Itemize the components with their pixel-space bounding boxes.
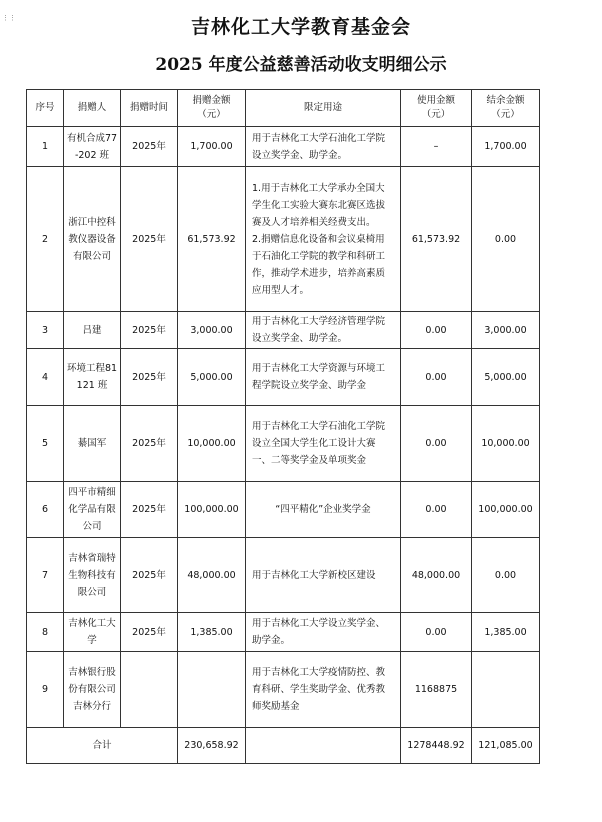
cell-amount: 61,573.92 (178, 167, 246, 312)
table-row (27, 482, 540, 538)
table-row (27, 406, 540, 482)
cell-purpose (246, 482, 401, 538)
cell-used: – (401, 127, 472, 167)
cell-donor: 浙江中控科教仪器设备有限公司 (64, 167, 121, 312)
cell-seq: 1 (27, 127, 64, 167)
move-handle-icon[interactable]: ⋮⋮ (2, 14, 16, 22)
cell-amount: 1,700.00 (178, 127, 246, 167)
header-balance-line2: （元） (491, 109, 520, 120)
total-balance: 121,085.00 (472, 728, 540, 764)
cell-amount: 100,000.00 (178, 482, 246, 538)
cell-time: 2025年 (121, 349, 178, 406)
table-row (27, 167, 540, 312)
cell-balance: 0.00 (472, 538, 540, 613)
cell-used: 0.00 (401, 613, 472, 652)
document-subtitle: 2025 年度公益慈善活动收支明细公示 (155, 55, 447, 75)
cell-donor: 有机合成77-202 班 (64, 127, 121, 167)
total-label: 合计 (27, 728, 178, 764)
cell-used: 1168875 (401, 652, 472, 728)
cell-purpose (246, 406, 401, 482)
cell-time: 2025年 (121, 538, 178, 613)
cell-donor: 四平市精细化学品有限公司 (64, 482, 121, 538)
cell-amount: 10,000.00 (178, 406, 246, 482)
table-row (27, 538, 540, 613)
cell-purpose (246, 349, 401, 406)
cell-time: 2025年 (121, 613, 178, 652)
cell-purpose (246, 127, 401, 167)
purpose-text: 用于吉林化工大学疫情防控、教育科研、学生奖助学金、优秀教师奖励基金 (252, 667, 386, 712)
cell-purpose (246, 538, 401, 613)
cell-balance: 1,700.00 (472, 127, 540, 167)
ledger-table (26, 89, 540, 764)
cell-used: 0.00 (401, 406, 472, 482)
header-amount-line2: （元） (197, 109, 226, 120)
cell-seq: 8 (27, 613, 64, 652)
total-used: 1278448.92 (401, 728, 472, 764)
cell-time: 2025年 (121, 167, 178, 312)
cell-amount (178, 652, 246, 728)
total-amount: 230,658.92 (178, 728, 246, 764)
table-row (27, 312, 540, 349)
table-row (27, 127, 540, 167)
cell-time (121, 652, 178, 728)
header-time: 捐赠时间 (121, 90, 178, 127)
cell-time: 2025年 (121, 312, 178, 349)
purpose-text: “四平精化”企业奖学金 (275, 504, 371, 515)
header-amount (178, 90, 246, 127)
cell-donor: 綦国军 (64, 406, 121, 482)
header-used-line1: 使用金额 (416, 95, 455, 106)
table-row (27, 652, 540, 728)
cell-time: 2025年 (121, 482, 178, 538)
cell-donor: 环境工程81121 班 (64, 349, 121, 406)
purpose-text: 用于吉林化工大学石油化工学院设立奖学金、助学金。 (252, 132, 386, 161)
header-balance (472, 90, 540, 127)
document-title: 吉林化工大学教育基金会 (190, 16, 411, 38)
cell-purpose (246, 613, 401, 652)
table-row (27, 613, 540, 652)
cell-purpose (246, 312, 401, 349)
cell-seq: 2 (27, 167, 64, 312)
cell-time: 2025年 (121, 406, 178, 482)
cell-donor: 吉林省瑞特生物科技有限公司 (64, 538, 121, 613)
cell-seq: 6 (27, 482, 64, 538)
purpose-text: 1.用于吉林化工大学承办全国大学生化工实验大赛东北赛区选拔赛及人才培养相关经费支出。 (252, 182, 386, 228)
cell-used: 0.00 (401, 349, 472, 406)
cell-seq: 4 (27, 349, 64, 406)
purpose-text: 用于吉林化工大学经济管理学院设立奖学金、助学金。 (252, 316, 386, 344)
header-purpose: 限定用途 (246, 90, 401, 127)
purpose-text: 用于吉林化工大学新校区建设 (252, 569, 376, 581)
header-used-line2: （元） (421, 109, 451, 120)
cell-donor: 吕建 (64, 312, 121, 349)
cell-balance: 0.00 (472, 167, 540, 312)
cell-balance: 10,000.00 (472, 406, 540, 482)
cell-used: 0.00 (401, 482, 472, 538)
cell-seq: 5 (27, 406, 64, 482)
cell-balance: 100,000.00 (472, 482, 540, 538)
header-row (27, 90, 540, 127)
cell-amount: 48,000.00 (178, 538, 246, 613)
cell-seq: 7 (27, 538, 64, 613)
table-row (27, 349, 540, 406)
header-amount-line1: 捐赠金额 (192, 95, 231, 106)
purpose-text: 用于吉林化工大学资源与环境工程学院设立奖学金、助学金 (252, 363, 386, 391)
cell-seq: 9 (27, 652, 64, 728)
cell-used: 0.00 (401, 312, 472, 349)
header-used (401, 90, 472, 127)
total-purpose-empty (246, 728, 401, 764)
cell-purpose (246, 652, 401, 728)
cell-balance: 1,385.00 (472, 613, 540, 652)
header-seq: 序号 (27, 90, 64, 127)
cell-donor: 吉林化工大学 (64, 613, 121, 652)
cell-balance: 3,000.00 (472, 312, 540, 349)
purpose-text: 2.捐赠信息化设备和会议桌椅用于石油化工学院的教学和科研工作，推动学术进步，培养高素质应用型人才。 (252, 233, 386, 296)
purpose-text: 用于吉林化工大学设立奖学金、助学金。 (252, 618, 386, 646)
cell-balance (472, 652, 540, 728)
header-balance-line1: 结余金额 (486, 95, 525, 106)
cell-donor: 吉林银行股份有限公司吉林分行 (64, 652, 121, 728)
total-row (27, 728, 540, 764)
cell-used: 48,000.00 (401, 538, 472, 613)
cell-seq: 3 (27, 312, 64, 349)
cell-time: 2025年 (121, 127, 178, 167)
cell-amount: 1,385.00 (178, 613, 246, 652)
cell-balance: 5,000.00 (472, 349, 540, 406)
header-donor: 捐赠人 (64, 90, 121, 127)
purpose-text: 用于吉林化工大学石油化工学院设立全国大学生化工设计大赛一、二等奖学金及单项奖金 (252, 421, 386, 466)
cell-amount: 3,000.00 (178, 312, 246, 349)
cell-amount: 5,000.00 (178, 349, 246, 406)
cell-purpose (246, 167, 401, 312)
cell-used: 61,573.92 (401, 167, 472, 312)
